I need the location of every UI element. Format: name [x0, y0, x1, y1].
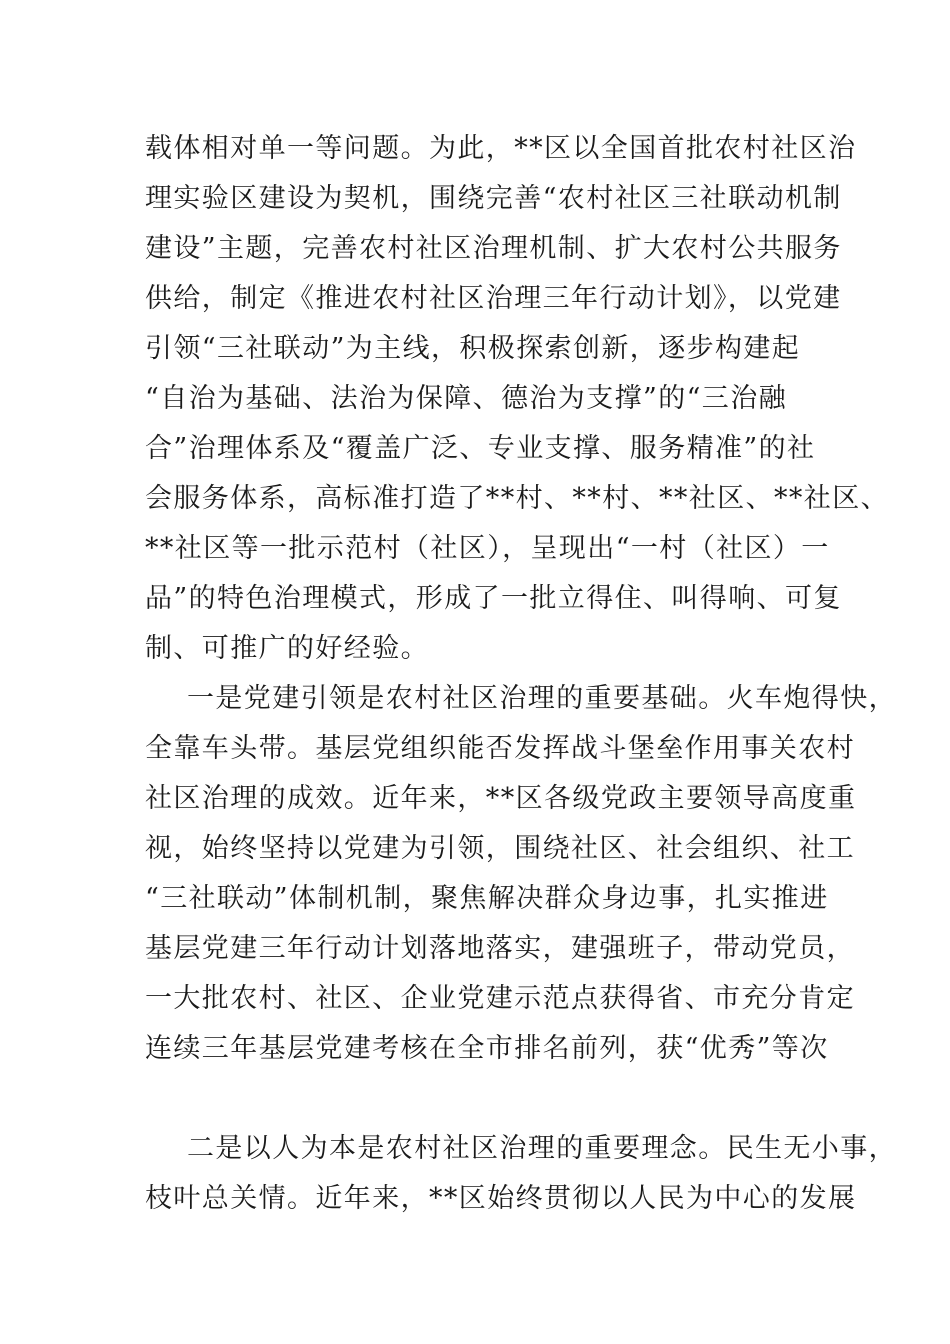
- paragraph-1-heading-line: 一是党建引领是农村社区治理的重要基础。火车炮得快，: [187, 683, 897, 714]
- text-line-21: 枝叶总关情。近年来，**区始终贯彻以人民为中心的发展: [145, 1183, 857, 1214]
- text-line-19: 连续三年基层党建考核在全市排名前列，获“优秀”等次: [145, 1033, 829, 1064]
- text-line-2: 理实验区建设为契机，围绕完善“农村社区三社联动机制: [145, 183, 842, 214]
- text-line-13: 全靠车头带。基层党组织能否发挥战斗堡垒作用事关农村: [145, 733, 855, 764]
- text-line-17: 基层党建三年行动计划落地落实，建强班子，带动党员，: [145, 933, 855, 964]
- text-line-9: **社区等一批示范村（社区），呈现出“一村（社区）一: [145, 533, 830, 564]
- text-line-11: 制、可推广的好经验。: [145, 633, 429, 664]
- text-line-6: “自治为基础、法治为保障、德治为支撑”的“三治融: [145, 383, 788, 414]
- text-line-15: 视，始终坚持以党建为引领，围绕社区、社会组织、社工: [145, 833, 855, 864]
- text-line-3: 建设”主题，完善农村社区治理机制、扩大农村公共服务: [145, 233, 842, 264]
- text-line-16: “三社联动”体制机制，聚焦解决群众身边事，扎实推进: [145, 883, 829, 914]
- text-line-8: 会服务体系，高标准打造了**村、**村、**社区、**社区、: [145, 483, 889, 514]
- text-line-4: 供给，制定《推进农村社区治理三年行动计划》，以党建: [145, 283, 842, 314]
- text-line-5: 引领“三社联动”为主线，积极探索创新，逐步构建起: [145, 333, 801, 364]
- text-line-18: 一大批农村、社区、企业党建示范点获得省、市充分肯定: [145, 983, 855, 1014]
- text-line-1: 载体相对单一等问题。为此，**区以全国首批农村社区治: [145, 133, 857, 164]
- text-line-14: 社区治理的成效。近年来，**区各级党政主要领导高度重: [145, 783, 857, 814]
- text-line-10: 品”的特色治理模式，形成了一批立得住、叫得响、可复: [145, 583, 842, 614]
- text-line-7: 合”治理体系及“覆盖广泛、专业支撑、服务精准”的社: [145, 433, 816, 464]
- paragraph-2-heading-line: 二是以人为本是农村社区治理的重要理念。民生无小事，: [187, 1133, 897, 1164]
